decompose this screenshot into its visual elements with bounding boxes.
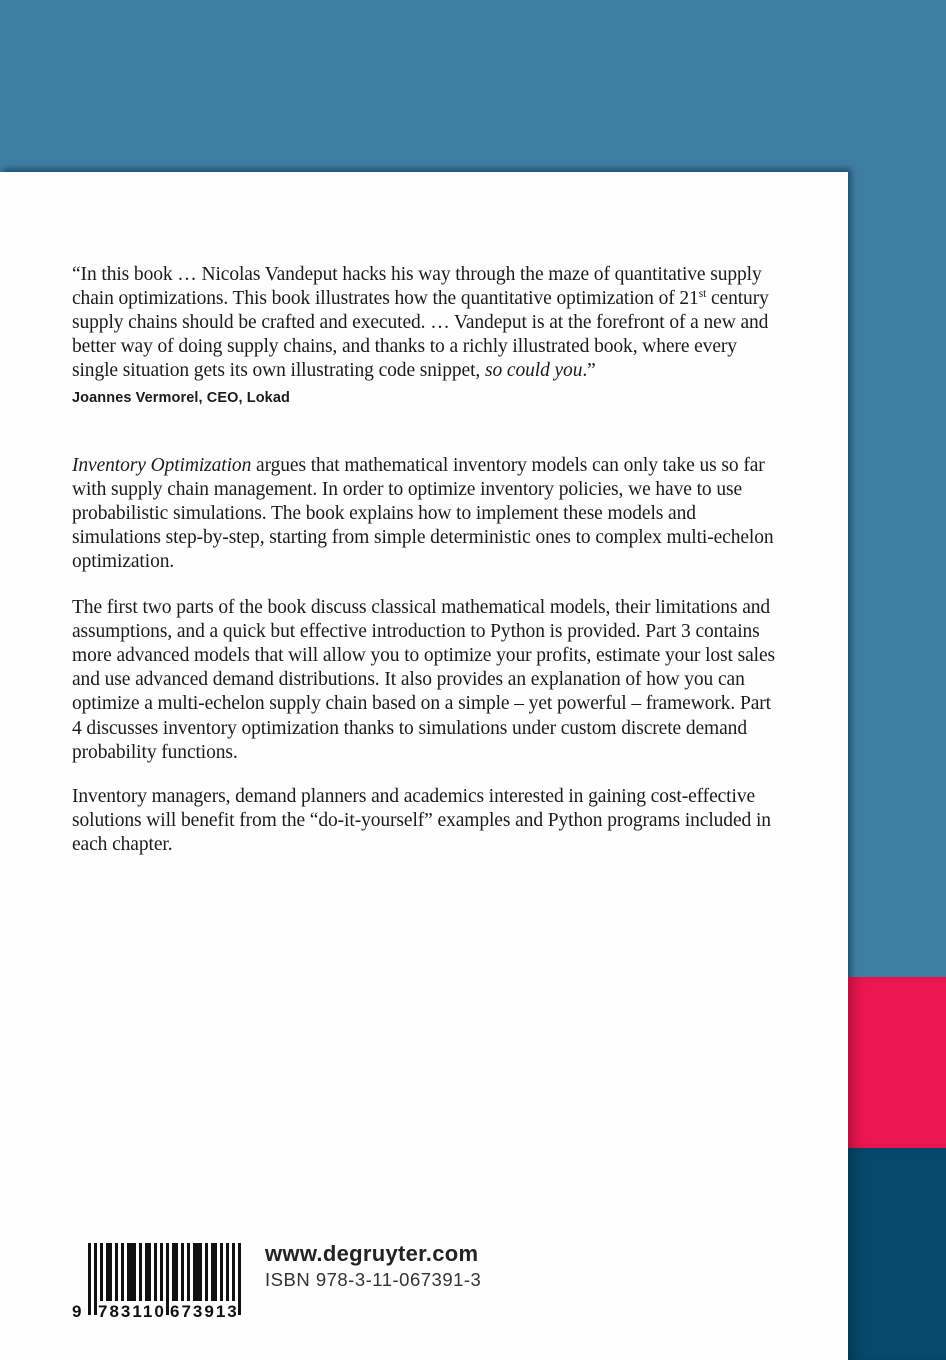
barcode-digit-lead: 9	[72, 1302, 84, 1321]
quote-text-part-2: century supply chains should be crafted and executed. … Vandeput is at the forefront of a new and better way of doing supply chains, and thanks to a richly illustrated book, where every single situation gets its own illustrating code snippet,	[72, 287, 769, 382]
accent-pink-block	[848, 977, 946, 1148]
quote-text-part-1: “In this book … Nicolas Vandeput hacks his way through the maze of quantitative supply chain optimizations. This book illustrates how the quantitative optimization of 21	[72, 263, 762, 309]
quote-italic-phrase: so could you	[484, 360, 583, 382]
barcode-digits	[72, 1301, 258, 1323]
barcode-digit-group-1: 783110	[98, 1302, 166, 1321]
review-quote	[72, 263, 778, 384]
publisher-website: www.degruyter.com	[265, 1241, 479, 1266]
quote-text-part-3: .”	[582, 360, 596, 382]
review-attribution: Joannes Vermorel, CEO, Lokad	[72, 390, 290, 406]
book-title-italic: Inventory Optimization	[72, 454, 252, 476]
blurb-paragraph-3: Inventory managers, demand planners and academics interested in gaining cost-effective solutions will benefit from the “do-it-yourself” examples and Python programs included in each chapter.	[72, 785, 771, 855]
superscript-st: st	[698, 287, 707, 300]
barcode-digit-group-2: 673913	[170, 1302, 239, 1321]
barcode	[72, 1243, 258, 1325]
isbn-number: ISBN 978-3-11-067391-3	[265, 1269, 482, 1290]
cover-top-band	[0, 0, 946, 172]
blurb-paragraph-1-text: argues that mathematical inventory models can only take us so far with supply chain management. In order to optimize inventory policies, we have to use probabilistic simulations. The book explains how to implement these models and simulations step-by-step, starting from simple deterministic ones to complex multi-echelon optimization.	[72, 454, 774, 573]
blurb-paragraph-2: The first two parts of the book discuss classical mathematical models, their limitations and assumptions, and a quick but effective introduction to Python is provided. Part 3 contains more advanced models that will allow you to optimize your profits, estimate your lost sales and use advanced demand distributions. It also provides an explanation of how you can optimize a multi-echelon supply chain based on a simple – yet powerful – framework. Part 4 discusses inventory optimization thanks to simulations under custom discrete demand probability functions.	[72, 596, 776, 763]
accent-navy-block	[848, 1148, 946, 1360]
blurb-paragraph-1	[72, 454, 778, 575]
